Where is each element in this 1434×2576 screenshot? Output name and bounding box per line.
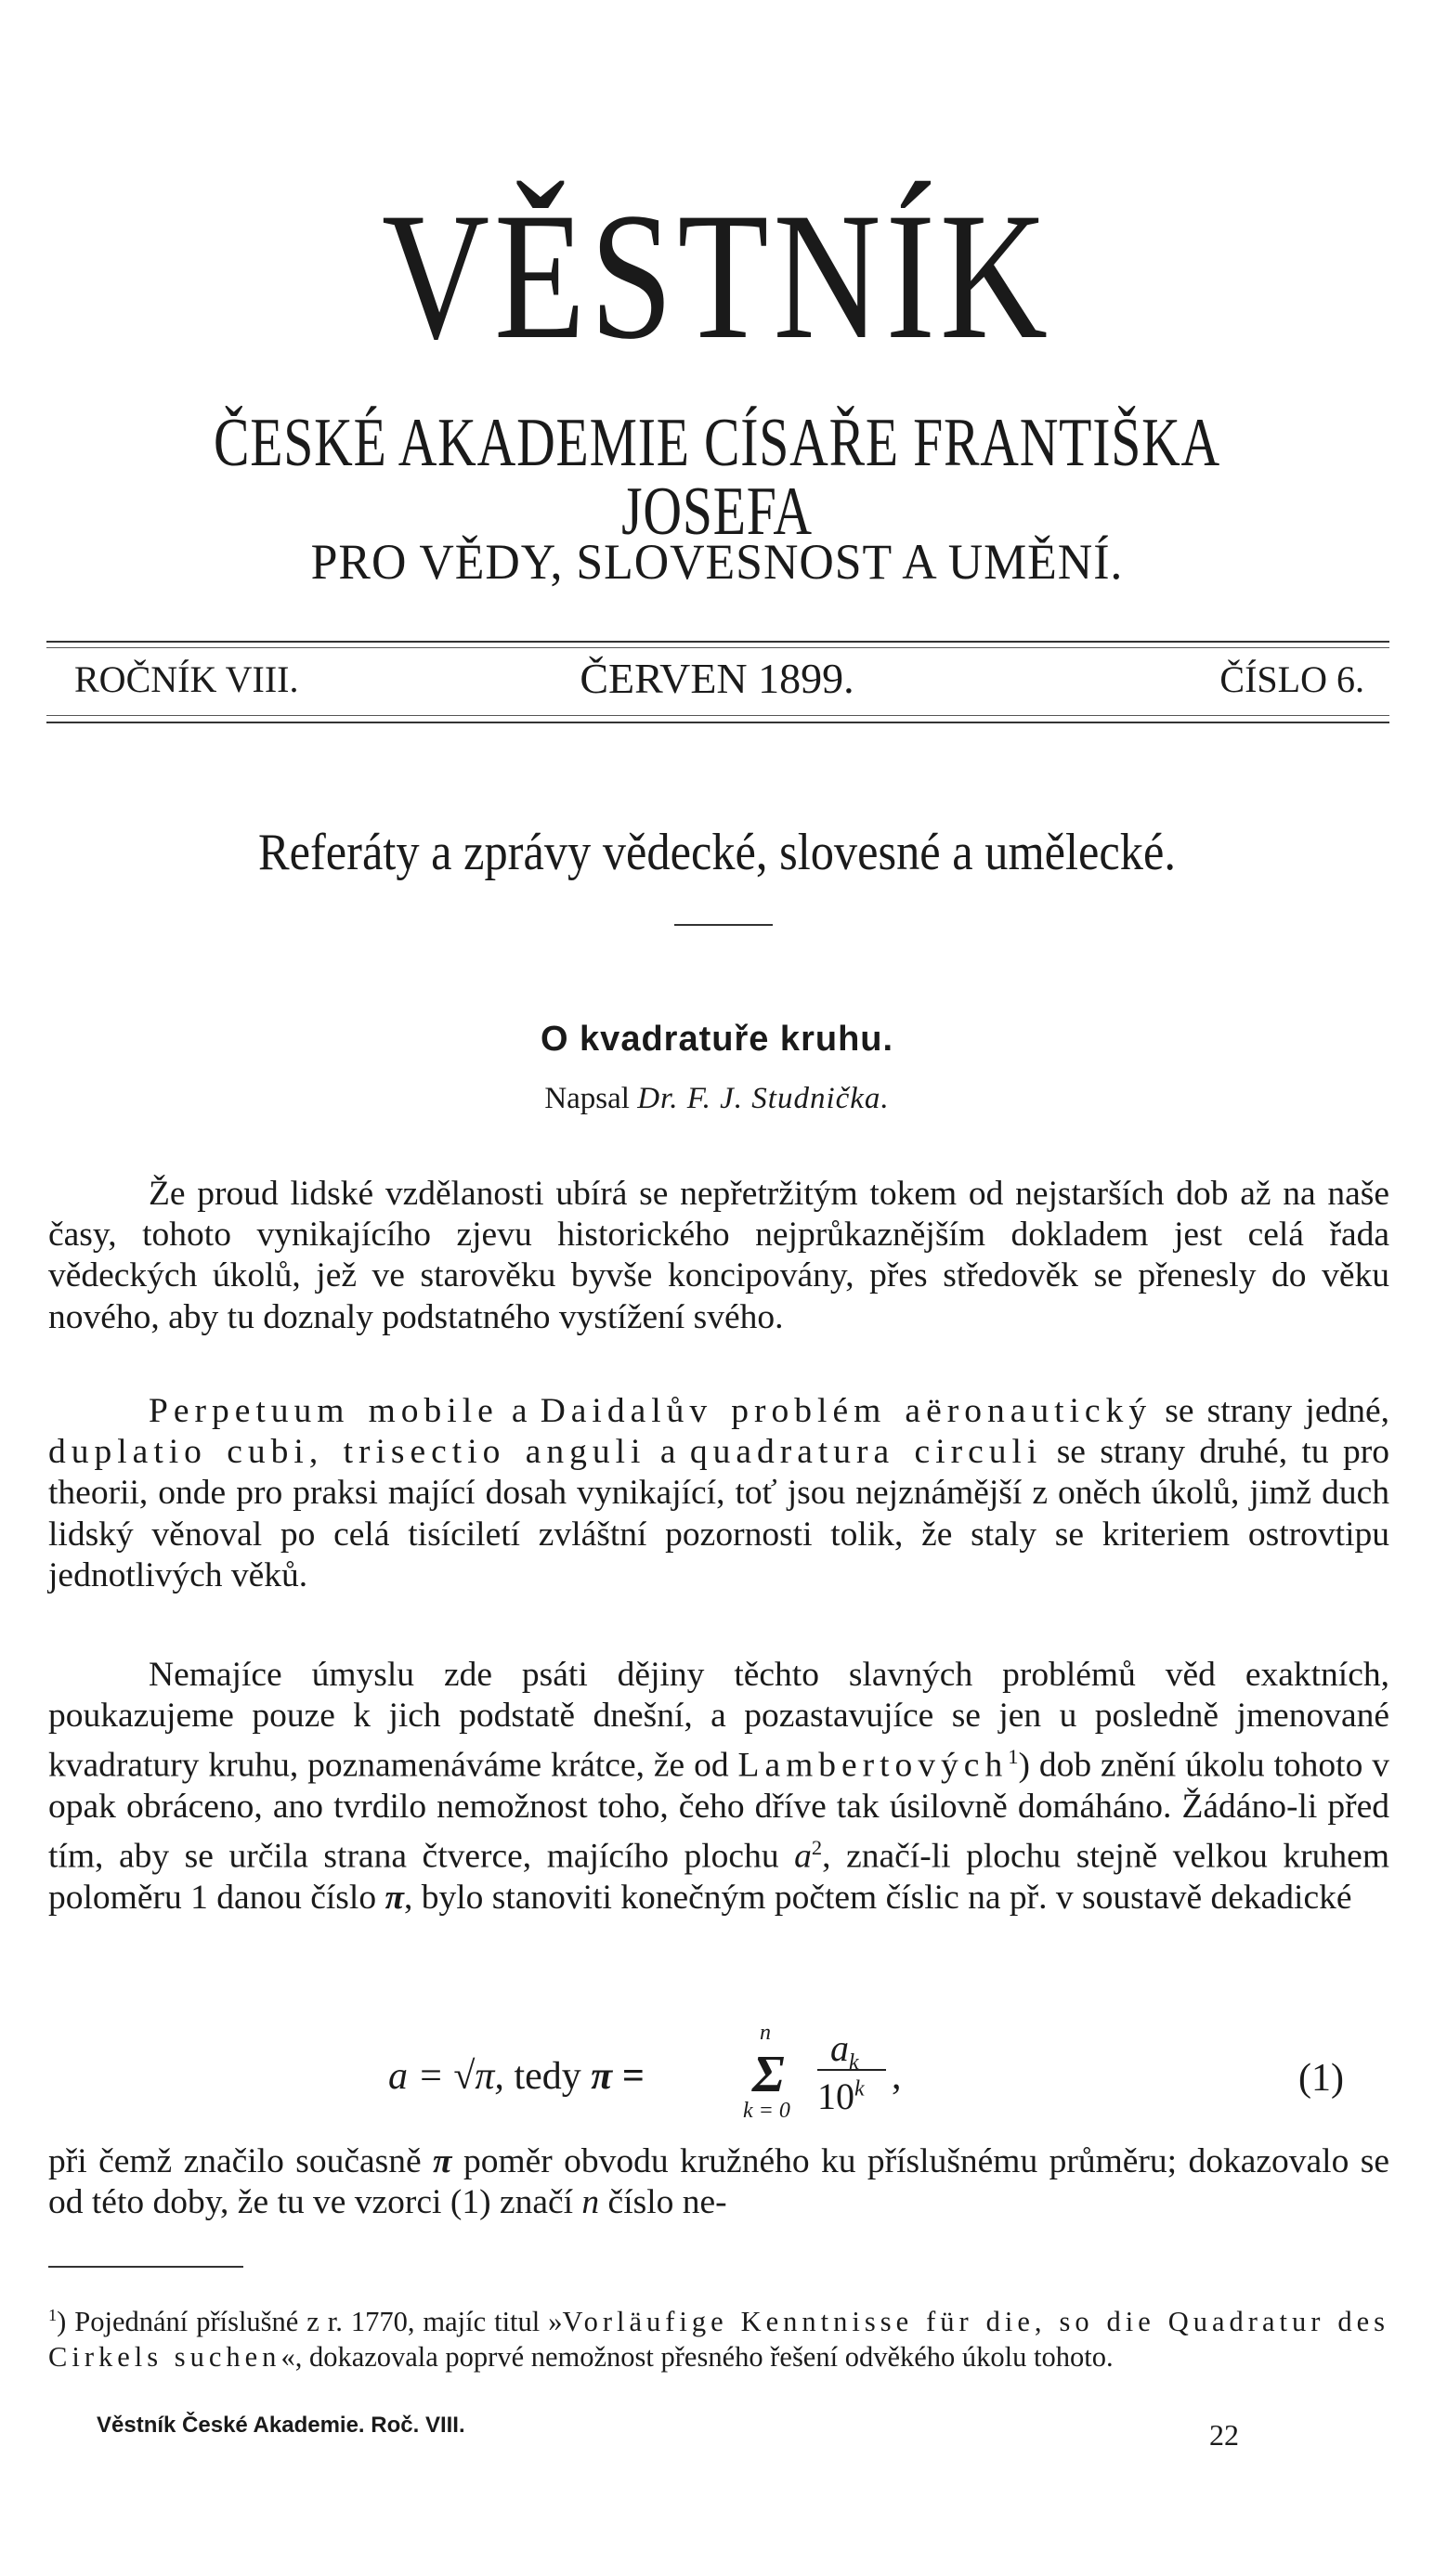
p2-term-2: Daidalův problém aëronautický — [540, 1392, 1153, 1430]
footnote-marker: 1 — [48, 2306, 58, 2324]
paragraph-4: při čemž značilo současně π poměr obvodu kružného ku příslušnému průměru; dokazovalo se od této doby, že tu ve vzorci (1) značí n číslo ne- — [48, 2142, 1390, 2222]
section-divider — [674, 924, 773, 926]
issue-volume: ROČNÍK VIII. — [74, 658, 299, 700]
paragraph-1: Že proud lidské vzdělanosti ubírá se nepřetržitým tokem od nejstarších dob až na naše časy, tohoto vynikajícího zjevu historického nejprůkaznějším dokladem jest celá řada vědeckých úkolů, jež ve starověku byvše koncipovány, přes středověk se přenesly do věku nového, aby tu doznaly podstatného vystížení svého. — [48, 1175, 1389, 1336]
sum-symbol: Σ — [752, 2046, 785, 2103]
footnote-rule — [48, 2266, 243, 2268]
fraction-numerator: $a_k$ — [830, 2027, 859, 2075]
section-title: Referáty a zprávy vědecké, slovesné a umělecké. — [258, 824, 1176, 881]
p3-lambert: Lambertových — [737, 1746, 1009, 1785]
footnote-ref: 1 — [1008, 1745, 1019, 1769]
p2-term-1: Perpetuum mobile — [149, 1392, 499, 1430]
journal-subtitle-2: PRO VĚDY, SLOVESNOST A UMĚNÍ. — [310, 534, 1124, 590]
footnote-title: Vorläufige Kenntnisse für die, so die Quadratur des Cirkels suchen — [48, 2306, 1389, 2374]
equation-number: (1) — [1298, 2057, 1344, 2100]
header-rule-top-thin — [46, 647, 1389, 648]
byline-prefix: Napsal — [544, 1082, 638, 1115]
sum-upper-limit: n — [760, 2021, 771, 2045]
paragraph-3: Nemajíce úmyslu zde psáti dějiny těchto slavných problémů věd exaktních, poukazujeme pouze k jich podstatě dnešní, a pozastavujíce se jen u posledně jmenované kvadratury kruhu, poznamenáváme krátce, že od Lambertových$^1$) dob znění úkolu tohoto v opak obráceno, ano tvrdilo nemožnost toho, čeho dříve tak úsilovně domáháno. Žádáno-li před tím, aby se určila strana čtverce, majícího plochu $a^2$, značí-li plochu stejně velkou kruhem poloměru 1 danou číslo π, bylo stanoviti konečným počtem číslic na př. v soustavě dekadické — [48, 1656, 1389, 1918]
paragraph-2: Perpetuum mobile a Daidalův problém aëronautický se strany jedné, duplatio cubi, trisectio anguli a quadratura circuli se strany druhé, tu pro theorii, onde pro praksi mající dosah vynikající, toť jsou nejznámější z oněch úkolů, jimž duch lidský věnoval po celá tisíciletí zvláštní pozornosti tolik, že staly se kriteriem ostrovtipu jednotlivých věků. — [48, 1392, 1389, 1594]
fraction-bar — [817, 2069, 886, 2071]
byline-author: Dr. F. J. Studnička. — [637, 1082, 890, 1115]
equation-lhs: a = √π, tedy π = — [388, 2055, 645, 2098]
footnote: $^1$) Pojednání příslušné z r. 1770, majíc titul »Vorläufige Kenntnisse für die, so die Quadratur des Cirkels suchen«, dokazovala poprvé nemožnost přesného řešení odvěkého úkolu tohoto. — [48, 2306, 1389, 2374]
journal-title: VĚSTNÍK — [382, 176, 1052, 377]
imprint: Věstník České Akademie. Roč. VIII. — [97, 2413, 465, 2438]
issue-number: ČÍSLO 6. — [1219, 658, 1364, 700]
equation-1: a = √π, tedy π = n Σ k = 0 $a_k$ 10$^k$ , (1) — [388, 2021, 1344, 2123]
sum-lower-limit: k = 0 — [743, 2099, 790, 2123]
p2-term-3: duplatio cubi, trisectio anguli — [48, 1433, 646, 1472]
journal-subtitle: ČESKÉ AKADEMIE CÍSAŘE FRANTIŠKA JOSEFA — [213, 405, 1221, 550]
issue-date: ČERVEN 1899. — [580, 655, 854, 702]
article-title: O kvadratuře kruhu. — [540, 1020, 894, 1059]
header-rule-bottom-thin — [46, 715, 1389, 716]
p2-term-4: quadratura circuli — [689, 1433, 1043, 1472]
article-byline — [0, 1082, 1434, 1116]
header-rule-top — [46, 641, 1389, 643]
page-number: 22 — [1209, 2418, 1239, 2452]
header-rule-bottom — [46, 722, 1389, 723]
fraction-denominator: 10$^k$ — [817, 2075, 865, 2117]
